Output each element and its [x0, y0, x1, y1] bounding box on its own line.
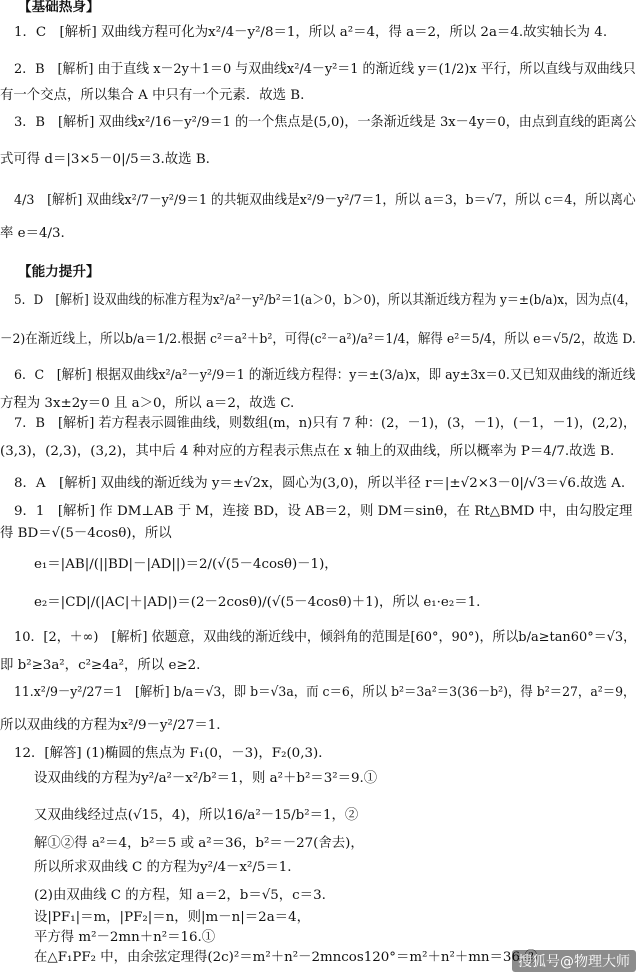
- answer-12-step-8: 在△F₁PF₂ 中，由余弦定理得(2c)²＝m²＋n²－2mncos120°＝m²＋n²＋mn＝36.②: [34, 950, 538, 965]
- answer-12-step-3: 解①②得 a²＝4，b²＝5 或 a²＝36，b²＝－27(舍去)，: [34, 836, 364, 851]
- answer-5: 5．D [解析] 设双曲线的标准方程为x²/a²－y²/b²＝1(a＞0，b＞0)，所以其渐近线方程为 y＝±(b/a)x，因为点(4，: [14, 293, 637, 308]
- answer-1: 1．C [解析] 双曲线方程可化为x²/4－y²/8＝1，所以 a²＝4，得 a＝2，所以 2a＝4.故实轴长为 4.: [14, 25, 608, 40]
- watermark: 搜狐号@物理大师: [512, 950, 636, 972]
- answer-4: 4/3 [解析] 双曲线x²/7－y²/9＝1 的共轭双曲线是x²/9－y²/7＝1，所以 a＝3，b＝√7，所以 c＝4，所以离心: [14, 193, 636, 208]
- answer-6-cont: 方程为 3x±2y＝0 且 a＞0，所以 a＝2，故选 C.: [0, 396, 295, 411]
- section-heading-advanced: 【能力提升】: [18, 264, 100, 280]
- answer-12: 12．[解答] (1)椭圆的焦点为 F₁(0，－3)，F₂(0,3)．: [14, 746, 332, 761]
- answer-10: 10．[2，＋∞) [解析] 依题意，双曲线的渐近线中，倾斜角的范围是[60°，90°)，所以b/a≥tan60°＝√3，: [14, 630, 637, 645]
- answer-11-cont: 所以双曲线的方程为x²/9－y²/27＝1.: [0, 718, 221, 733]
- section-heading-basic: 【基础热身】: [18, 0, 100, 15]
- answer-7-cont: (3,3)，(2,3)，(3,2)，其中后 4 种对应的方程表示焦点在 x 轴上的双曲线，所以概率为 P＝4/7.故选 B.: [0, 444, 615, 459]
- answer-9-e1: e₁＝|AB|/(||BD|－|AD||)＝2/(√(5－4cosθ)－1)，: [34, 557, 338, 572]
- answer-7: 7．B [解析] 若方程表示圆锥曲线，则数组(m，n)只有 7 种：(2，－1)，(3，－1)，(－1，－1)，(2,2)，: [14, 416, 637, 431]
- answer-8: 8．A [解析] 双曲线的渐近线为 y＝±√2x，圆心为(3,0)，所以半径 r＝|±√2×3－0|/√3＝√6.故选 A.: [14, 476, 626, 491]
- answer-9-e2: e₂＝|CD|/(|AC|＋|AD|)＝(2－2cosθ)/(√(5－4cosθ)＋1)，所以 e₁·e₂＝1.: [34, 595, 481, 610]
- answer-12-step-4: 所以所求双曲线 C 的方程为y²/4－x²/5＝1.: [34, 860, 292, 875]
- answer-12-step-6: 设|PF₁|＝m，|PF₂|＝n，则|m－n|＝2a＝4，: [34, 910, 310, 925]
- answer-12-step-7: 平方得 m²－2mn＋n²＝16.①: [34, 930, 216, 945]
- answer-12-step-5: (2)由双曲线 C 的方程，知 a＝2，b＝√5，c＝3.: [34, 888, 326, 903]
- answer-3-cont: 式可得 d＝|3×5－0|/5＝3.故选 B.: [0, 152, 210, 167]
- answer-3: 3．B [解析] 双曲线x²/16－y²/9＝1 的一个焦点是(5,0)，一条渐近线是 3x－4y＝0，由点到直线的距离公: [14, 115, 637, 130]
- answer-11: 11.x²/9－y²/27＝1 [解析] b/a＝√3，即 b＝√3a，而 c＝6，所以 b²＝3a²＝3(36－b²)，得 b²＝27，a²＝9，: [14, 685, 636, 700]
- answer-5-cont: －2)在渐近线上，所以b/a＝1/2.根据 c²＝a²＋b²，可得(c²－a²)/a²＝1/4，解得 e²＝5/4，所以 e＝√5/2，故选 D.: [0, 332, 636, 347]
- answer-9-cont: 得 BD＝√(5－4cosθ)，所以: [0, 526, 172, 541]
- answer-2: 2．B [解析] 由于直线 x－2y＋1＝0 与双曲线x²/4－y²＝1 的渐近线 y＝(1/2)x 平行，所以直线与双曲线只: [14, 62, 636, 77]
- answer-4-cont: 率 e＝4/3.: [0, 226, 65, 241]
- answer-6: 6．C [解析] 根据双曲线x²/a²－y²/9＝1 的渐近线方程得：y＝±(3/a)x，即 ay±3x＝0.又已知双曲线的渐近线: [14, 368, 636, 383]
- answer-12-step-1: 设双曲线的方程为y²/a²－x²/b²＝1，则 a²＋b²＝3²＝9.①: [34, 771, 378, 786]
- answer-12-step-2: 又双曲线经过点(√15，4)，所以16/a²－15/b²＝1，②: [34, 808, 359, 823]
- answer-2-cont: 有一个交点，所以集合 A 中只有一个元素．故选 B.: [0, 88, 305, 103]
- answer-9: 9．1 [解析] 作 DM⊥AB 于 M，连接 BD，设 AB＝2，则 DM＝sinθ，在 Rt△BMD 中，由勾股定理: [14, 504, 633, 519]
- answer-10-cont: 即 b²≥3a²，c²≥4a²，所以 e≥2.: [0, 658, 201, 673]
